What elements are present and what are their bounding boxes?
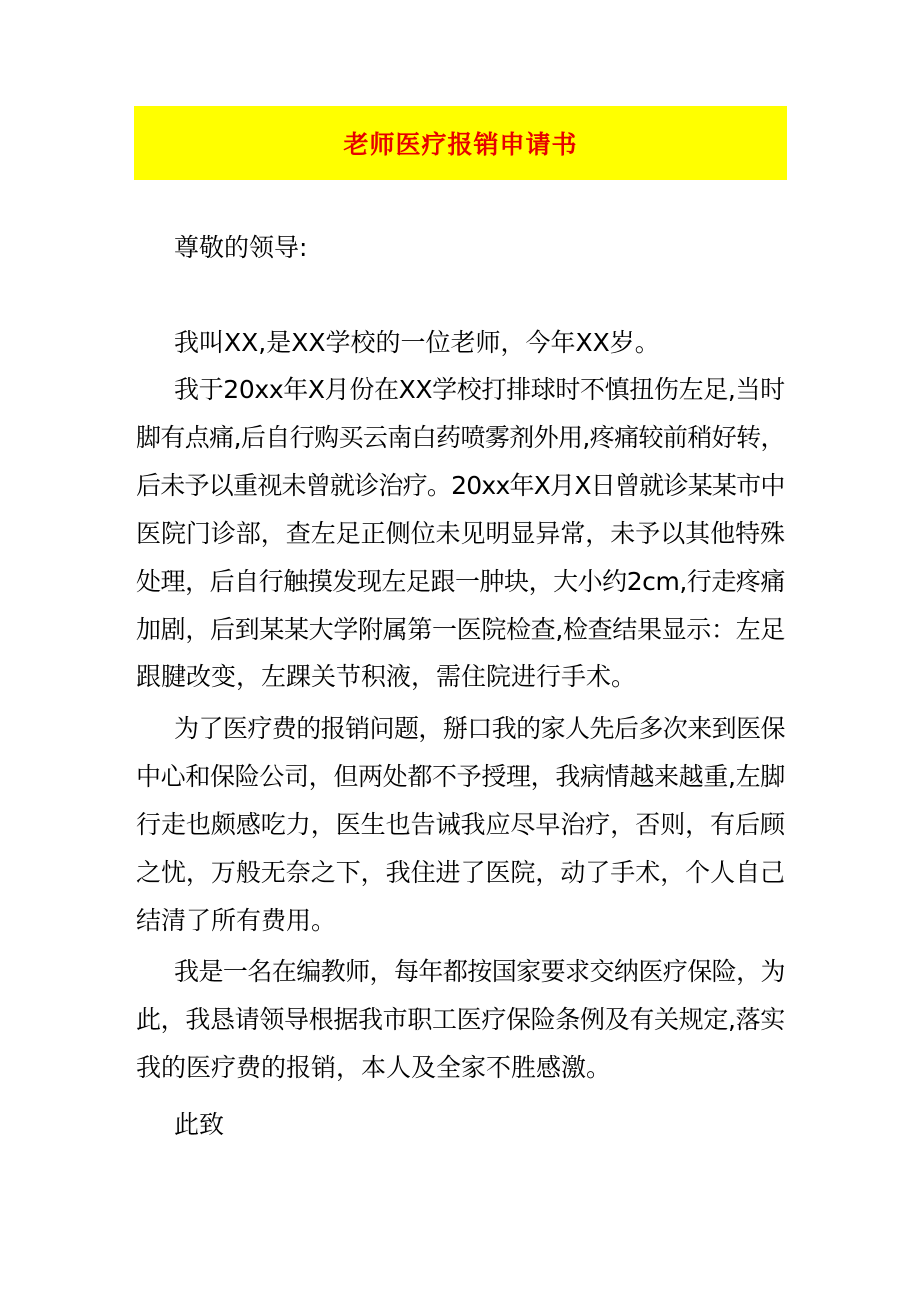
paragraph-line: 行走也颇感吃力，医生也告诫我应尽早治疗，否则，有后顾 — [136, 810, 786, 839]
paragraph-line: 结清了所有费用。 — [136, 906, 337, 935]
paragraph-line: 加剧，后到某某大学附属第一医院检查,检查结果显示：左足 — [136, 615, 785, 644]
closing: 此致 — [174, 1110, 225, 1139]
paragraph-line: 我是一名在编教师，每年都按国家要求交纳医疗保险，为 — [174, 957, 786, 986]
paragraph-line: 医院门诊部，查左足正侧位未见明显异常，未予以其他特殊 — [136, 519, 786, 548]
paragraph-line: 跟腱改变，左踝关节积液，需住院进行手术。 — [136, 662, 637, 691]
salutation: 尊敬的领导: — [174, 233, 308, 262]
paragraph-line: 中心和保险公司，但两处都不予授理，我病情越来越重,左脚 — [136, 762, 785, 791]
paragraph-line: 我的医疗费的报销，本人及全家不胜感激。 — [136, 1053, 612, 1082]
paragraph-line: 处理，后自行触摸发现左足跟一肿块，大小约2cm,行走疼痛 — [136, 567, 785, 596]
paragraph-line: 脚有点痛,后自行购买云南白药喷雾剂外用,疼痛较前稍好转， — [136, 423, 785, 452]
title-banner — [134, 106, 787, 180]
paragraph-line: 此，我恳请领导根据我市职工医疗保险条例及有关规定,落实 — [136, 1005, 785, 1034]
paragraph-line: 之忧，万般无奈之下，我住进了医院，动了手术，个人自己 — [136, 858, 786, 887]
paragraph-line: 我于20xx年X月份在XX学校打排球时不慎扭伤左足,当时 — [174, 375, 785, 404]
paragraph-line: 为了医疗费的报销问题，掰口我的家人先后多次来到医保 — [174, 714, 786, 743]
paragraph-line: 我叫XX,是XX学校的一位老师，今年XX岁。 — [174, 328, 660, 357]
paragraph-line: 后未予以重视未曾就诊治疗。20xx年X月X日曾就诊某某市中 — [136, 471, 785, 500]
document-title: 老师医疗报销申请书 — [343, 130, 578, 159]
